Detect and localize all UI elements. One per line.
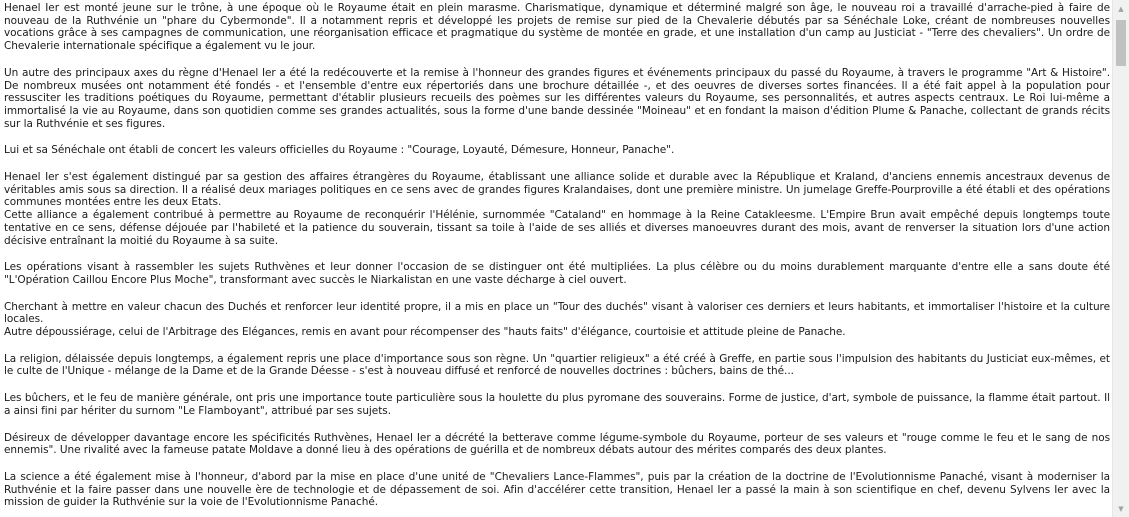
paragraph-art-histoire: Un autre des principaux axes du règne d'Henael Ier a été la redécouverte et la remise à l'honneur des grandes figures et événements principaux du passé du Royaume, à travers le programme "Art & Histoire". De nombreux musées ont notamment été fondés - et l'ensemble d'entre eux répertoriés dans une brochure détaillée -, et des oeuvres de diverses sortes financées. Il a été fait appel à la population pour ressusciter les traditions poétiques du Royaume, permettant d'établir plusieurs recueils des poèmes sur les différentes valeurs du Royaume, ses personnalités, et autres aspects centraux. Le Roi lui-même a immortalisé la vie au Royaume, dans son quotidien comme ses grandes actualités, sous la forme d'une bande dessinée "Moineau" et en fondant la maison d'édition Plume & Panache, collectant de grands récits sur la Ruthvénie et ses figures. bbox=[4, 66, 1110, 130]
paragraph-religion: La religion, délaissée depuis longtemps, a également repris une place d'importance sous son règne. Un "quartier religieux" a été créé à Greffe, en partie sous l'impulsion des habitants du Justiciat eux-mêmes, et le culte de l'Unique - mélange de la Dame et de la Grande Déesse - s'est à nouveau diffusé et renforcé de nouvelles doctrines : bûchers, bains de thé... bbox=[4, 352, 1110, 378]
paragraph-helenie: Cette alliance a également contribué à permettre au Royaume de reconquérir l'Hélénie, surnommée "Cataland" en hommage à la Reine Catakleesme. L'Empire Brun avait empêché depuis longtemps toute tentative en ce sens, défense déjouée par l'habileté et la patience du souverain, tissant sa toile à l'aide de ses alliés et diverses manoeuvres durant des mois, avant de renverser la situation lors d'une action décisive entraînant la moitié du Royaume à sa suite. bbox=[4, 209, 1110, 247]
article-text bbox=[4, 0, 1110, 517]
paragraph-intro: Henael Ier est monté jeune sur le trône, à une époque où le Royaume était en plein marasme. Charismatique, dynamique et déterminé malgré son âge, le nouveau roi a travaillé d'arrache-pied à faire de nouveau de la Ruthvénie un "phare du Cybermonde". Il a notamment repris et développé les projets de remise sur pied de la Chevalerie débutés par sa Sénéchale Loke, créant de nombreuses nouvelles vocations grâce à ses campagnes de communication, une réorganisation efficace et pragmatique du système de montée en grade, et une installation d'un camp au Justiciat - "Terre des chevaliers". Un ordre de Chevalerie internationale spécifique a également vu le jour. bbox=[4, 2, 1110, 53]
paragraph-arbitrage: Autre dépoussiérage, celui de l'Arbitrage des Elégances, remis en avant pour récompenser des "hauts faits" d'élégance, courtoisie et attitude pleine de Panache. bbox=[4, 326, 846, 339]
down-arrow-icon[interactable]: ▼ bbox=[1118, 504, 1124, 513]
paragraph-buchers: Les bûchers, et le feu de manière générale, ont pris une importance toute particulière sous la houlette du plus pyromane des souverains. Forme de justice, d'art, symbole de puissance, la flamme était partout. Il a ainsi fini par hériter du surnom "Le Flamboyant", attribué par ses sujets. bbox=[4, 392, 1110, 417]
scrollbar-thumb[interactable] bbox=[1116, 20, 1126, 66]
paragraph-science: La science a été également mise à l'honneur, d'abord par la mise en place d'une unité de "Chevaliers Lance-Flammes", puis par la création de la doctrine de l'Evolutionnisme Panaché, visant à moderniser la Ruthvénie et la faire passer dans une nouvelle ère de technologie et de dépassement de soi. Afin d'accélérer cette transition, Henael Ier a passé la main à son scientifique en chef, devenu Sylvens Ier avec la mission de guider la Ruthvénie sur la voie de l'Evolutionnisme Panaché. bbox=[4, 470, 1110, 509]
paragraph-betterave: Désireux de développer davantage encore les spécificités Ruthvènes, Henael Ier a décrété la betterave comme légume-symbole du Royaume, porteur de ses valeurs et "rouge comme le feu et le sang de nos ennemis". Une rivalité avec la fameuse patate Moldave a donné lieu à des opérations de guérilla et de nombreux débats autour des mérites comparés des deux plantes. bbox=[4, 431, 1110, 457]
paragraph-valeurs: Lui et sa Sénéchale ont établi de concert les valeurs officielles du Royaume : "Courage, Loyauté, Démesure, Honneur, Panache". bbox=[4, 144, 675, 157]
up-arrow-icon[interactable]: ▲ bbox=[1118, 4, 1124, 13]
paragraph-tour-des-duches: Cherchant à mettre en valeur chacun des Duchés et renforcer leur identité propre, il a mis en place un "Tour des duchés" visant à valoriser ces derniers et leurs habitants, et immortaliser l'histoire et la culture locales. bbox=[4, 300, 1110, 326]
paragraph-affaires-etrangeres: Henael Ier s'est également distingué par sa gestion des affaires étrangères du Royaume, établissant une alliance solide et durable avec la République et Kraland, d'anciens ennemis ancestraux devenus de véritables amis sous sa direction. Il a réalisé deux mariages politiques en ce sens avec de grandes figures Kralandaises, dont une première ministre. Un jumelage Greffe-Pourproville a été établi et des opérations communes montées entre les deux Etats. bbox=[4, 171, 1110, 209]
vertical-scrollbar[interactable] bbox=[1112, 0, 1129, 517]
paragraph-operations: Les opérations visant à rassembler les sujets Ruthvènes et leur donner l'occasion de se distinguer ont été multipliées. La plus célèbre ou du moins durablement marquante d'entre elle a sans doute été "L'Opération Caillou Encore Plus Moche", transformant avec succès le Niarkalistan en une vaste décharge à ciel ouvert. bbox=[4, 261, 1110, 286]
